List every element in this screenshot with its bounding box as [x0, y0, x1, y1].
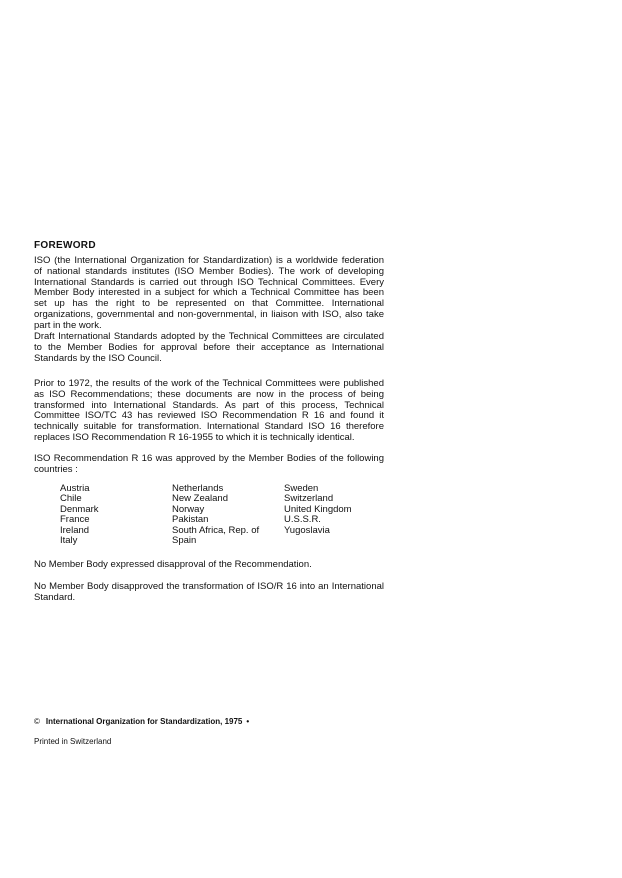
- paragraph-history: Prior to 1972, the results of the work of the Technical Committees were published as ISO Recommendations; these documents are now in the process of being transformed into International Standards. As part of this process, Technical Committee ISO/TC 43 has reviewed ISO Recommendation R 16 and found it technically suitable for transformation. International Standard ISO 16 therefore replaces ISO Recommendation R 16-1955 to which it is technically identical.: [34, 378, 384, 443]
- country-item: Pakistan: [172, 514, 209, 526]
- country-item: Norway: [172, 503, 205, 515]
- printed-in-notice: Printed in Switzerland: [34, 737, 112, 746]
- country-item: Netherlands: [172, 483, 224, 494]
- country-column-1: [60, 484, 99, 546]
- paragraph-draft-standards: Draft International Standards adopted by the Technical Committees are circulated to the Member Bodies for approval before their acceptance as International Standards by the ISO Council.: [34, 331, 384, 364]
- country-item: Switzerland: [284, 493, 334, 505]
- country-column-3: [284, 484, 352, 536]
- country-item: Denmark: [60, 503, 99, 515]
- country-item: Sweden: [284, 483, 319, 494]
- country-item: Italy: [60, 535, 78, 547]
- foreword-heading: FOREWORD: [34, 240, 96, 251]
- paragraph-approval-intro: ISO Recommendation R 16 was approved by the Member Bodies of the following countries :: [34, 453, 384, 475]
- country-item: U.S.S.R.: [284, 514, 321, 526]
- country-item: Austria: [60, 483, 90, 494]
- country-item: Chile: [60, 493, 82, 505]
- country-item: New Zealand: [172, 493, 228, 505]
- paragraph-transformation: No Member Body disapproved the transformation of ISO/R 16 into an International Standard.: [34, 581, 384, 603]
- paragraph-iso-description: ISO (the International Organization for Standardization) is a worldwide federation of national standards institutes (ISO Member Bodies). The work of developing International Standards is carried out through ISO Technical Committees. Every Member Body interested in a subject for which a Technical Committee has been set up has the right to be represented on that Committee. International organizations, governmental and non-governmental, in liaison with ISO, also take part in the work.: [34, 255, 384, 331]
- country-item: Yugoslavia: [284, 524, 330, 536]
- country-item: Spain: [172, 535, 197, 547]
- country-item: France: [60, 514, 90, 526]
- copyright-notice: [34, 717, 249, 726]
- country-item: South Africa, Rep. of: [172, 524, 260, 536]
- copyright-icon: ©: [34, 717, 40, 726]
- paragraph-no-disapproval: No Member Body expressed disapproval of the Recommendation.: [34, 559, 312, 570]
- bullet-icon: •: [246, 717, 250, 726]
- country-item: Ireland: [60, 524, 90, 536]
- country-column-2: [172, 484, 259, 546]
- copyright-text: International Organization for Standardization, 1975: [45, 717, 243, 726]
- country-item: United Kingdom: [284, 503, 352, 515]
